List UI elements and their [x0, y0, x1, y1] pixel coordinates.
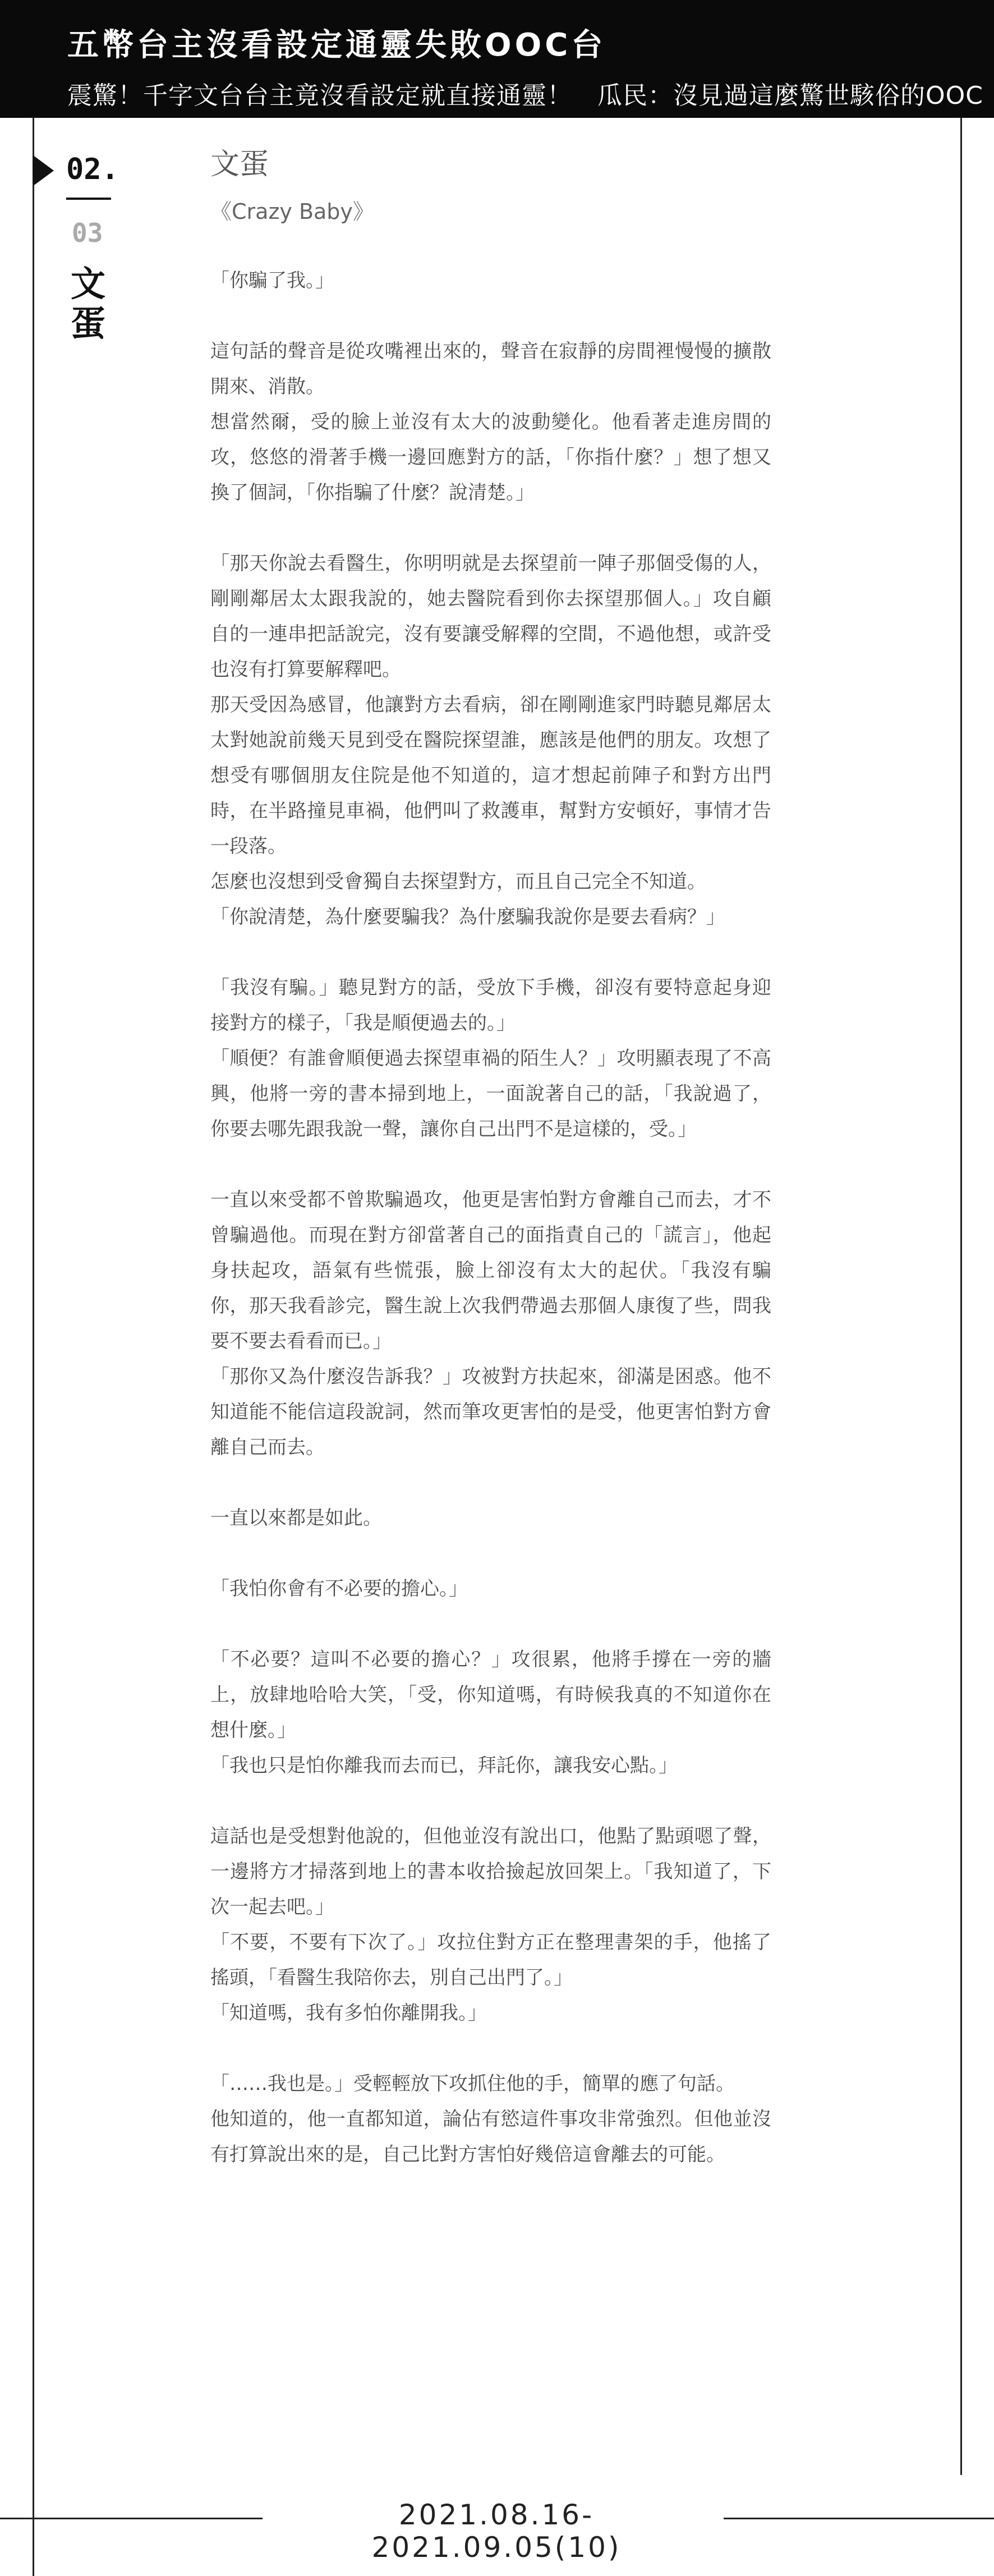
story-paragraph: 「你說清楚，為什麼要騙我？為什麼騙我說你是要去看病？」 — [210, 906, 725, 929]
story-paragraph: 一直以來都是如此。 — [210, 1507, 382, 1530]
story-paragraph: 「……我也是。」受輕輕放下攻抓住他的手，簡單的應了句話。 — [210, 2073, 735, 2096]
story-paragraph: 一直以來受都不曾欺騙過攻，他更是害怕對方會離自己而去，才不曾騙過他。而現在對方卻當著自己的面指責自己的「謊言」，他起身扶起攻，語氣有些慌張，臉上卻沒有太大的起伏。「我沒有騙你，那天我看診完，醫生說上次我們帶過去那個人康復了些，問我要不要去看看而已。」 — [210, 1189, 771, 1353]
paragraph-gap — [210, 1536, 771, 1571]
chapter-underline — [66, 198, 111, 200]
paragraph-gap — [210, 1607, 771, 1642]
story-paragraph: 這句話的聲音是從攻嘴裡出來的，聲音在寂靜的房間裡慢慢的擴散開來、消散。 — [210, 340, 771, 398]
story-paragraph: 那天受因為感冒，他讓對方去看病，卻在剛剛進家門時聽見鄰居太太對她說前幾天見到受在醫院探望誰，應該是他們的朋友。攻想了想受有哪個朋友住院是他不知道的，這才想起前陣子和對方出門時，在半路撞見車禍，他們叫了救護車，幫對方安頓好，事情才告一段落。 — [210, 694, 771, 858]
chapter-marker-icon — [33, 155, 54, 186]
paragraph-gap — [210, 1784, 771, 1819]
paragraph-gap — [210, 1147, 771, 1182]
left-border-line — [33, 118, 34, 2576]
story-paragraph: 「那你又為什麼沒告訴我？」攻被對方扶起來，卻滿是困惑。他不知道能不能信這段說詞，然而筆攻更害怕的是受，他更害怕對方會離自己而去。 — [210, 1365, 771, 1459]
paragraph-gap — [210, 935, 771, 970]
story-paragraph: 這話也是受想對他說的，但他並沒有說出口，他點了點頭嗯了聲，一邊將方才掃落到地上的書本收拾撿起放回架上。「我知道了，下次一起去吧。」 — [210, 1825, 771, 1919]
page-subtitle: 震驚！千字文台台主竟沒看設定就直接通靈！ 瓜民：沒見過這麼驚世駭俗的OOC — [67, 81, 983, 110]
story-paragraph: 「我也只是怕你離我而去而已，拜託你，讓我安心點。」 — [210, 1754, 678, 1777]
paragraph-gap — [210, 299, 771, 334]
story-paragraph: 「知道嗎，我有多怕你離開我。」 — [210, 2002, 487, 2025]
story-title: 《Crazy Baby》 — [210, 199, 374, 224]
paragraph-gap — [210, 1465, 771, 1501]
story-body — [210, 263, 771, 2172]
story-genre: 文蛋 — [210, 148, 269, 181]
story-paragraph: 「不必要？這叫不必要的擔心？」攻很累，他將手撐在一旁的牆上，放肆地哈哈大笑，「受，你知道嗎，有時候我真的不知道你在想什麼。」 — [210, 1648, 771, 1742]
story-paragraph: 「那天你說去看醫生，你明明就是去探望前一陣子那個受傷的人，剛剛鄰居太太跟我說的，她去醫院看到你去探望那個人。」攻自顧自的一連串把話說完，沒有要讓受解釋的空間，不過他想，或許受也沒有打算要解釋吧。 — [210, 552, 771, 681]
story-paragraph: 「我怕你會有不必要的擔心。」 — [210, 1578, 468, 1601]
story-paragraph: 「你騙了我。」 — [210, 269, 334, 292]
footer-date-range: 2021.08.16-2021.09.05(10) — [371, 2499, 622, 2564]
paragraph-gap — [210, 2031, 771, 2066]
story-paragraph: 「我沒有騙。」聽見對方的話，受放下手機，卻沒有要特意起身迎接對方的樣子，「我是順便過去的。」 — [210, 977, 771, 1035]
right-border-line — [960, 118, 962, 2475]
story-paragraph: 「不要，不要有下次了。」攻拉住對方正在整理書架的手，他搖了搖頭，「看醫生我陪你去，別自己出門了。」 — [210, 1931, 771, 1990]
page-header — [0, 0, 994, 118]
genre-char: 蛋 — [70, 303, 105, 345]
chapter-total-number: 03 — [72, 218, 103, 248]
footer-line-right — [724, 2518, 994, 2519]
story-paragraph: 他知道的，他一直都知道，論佔有慾這件事攻非常強烈。但他並沒有打算說出來的是，自己比對方害怕好幾倍這會離去的可能。 — [210, 2108, 771, 2166]
chapter-current-number: 02. — [66, 153, 119, 186]
story-content — [210, 147, 771, 2172]
genre-vertical-label — [68, 264, 108, 344]
story-paragraph: 「順便？有誰會順便過去探望車禍的陌生人？」攻明顯表現了不高興，他將一旁的書本掃到地上，一面說著自己的話，「我說過了，你要去哪先跟我說一聲，讓你自己出門不是這樣的，受。」 — [210, 1047, 771, 1141]
page-title: 五幣台主沒看設定通靈失敗OOC台 — [67, 27, 606, 63]
story-paragraph: 想當然爾，受的臉上並沒有太大的波動變化。他看著走進房間的攻，悠悠的滑著手機一邊回應對方的話，「你指什麼？」想了想又換了個詞，「你指騙了什麼？說清楚。」 — [210, 411, 771, 505]
story-paragraph: 怎麼也沒想到受會獨自去探望對方，而且自己完全不知道。 — [210, 870, 706, 893]
paragraph-gap — [210, 511, 771, 546]
genre-char: 文 — [70, 263, 105, 304]
footer-line-left — [0, 2518, 263, 2519]
